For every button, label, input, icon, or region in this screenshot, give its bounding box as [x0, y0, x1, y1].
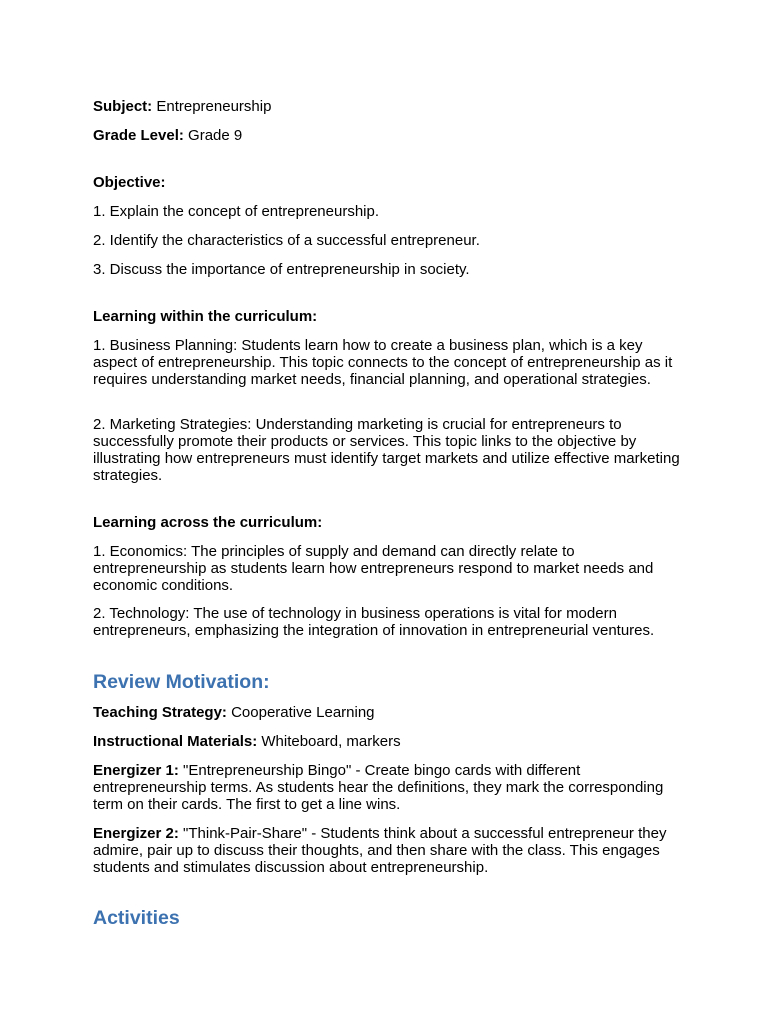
objective-item-1: 1. Explain the concept of entrepreneurship.	[93, 203, 380, 220]
teaching-strategy-label: Teaching Strategy:	[93, 704, 227, 721]
subject-line	[93, 98, 683, 115]
energizer-1-label: Energizer 1:	[93, 762, 179, 779]
energizer-2-label: Energizer 2:	[93, 825, 179, 842]
teaching-strategy-value: Cooperative Learning	[231, 704, 375, 721]
energizer-1	[93, 762, 683, 813]
subject-value: Entrepreneurship	[156, 98, 272, 115]
instructional-materials-label: Instructional Materials:	[93, 733, 258, 750]
instructional-materials-line	[93, 733, 683, 750]
learning-across-heading: Learning across the curriculum:	[93, 514, 323, 531]
subject-label: Subject:	[93, 98, 153, 115]
teaching-strategy-line	[93, 704, 683, 721]
grade-level-value: Grade 9	[188, 127, 243, 144]
learning-within-heading: Learning within the curriculum:	[93, 308, 318, 325]
objective-item-3: 3. Discuss the importance of entrepreneurship in society.	[93, 261, 470, 278]
learning-across-item-1: 1. Economics: The principles of supply and demand can directly relate to entrepreneurship as students learn how entrepreneurs respond to market needs and economic conditions.	[93, 543, 654, 594]
learning-across-item-2: 2. Technology: The use of technology in business operations is vital for modern entrepreneurs, emphasizing the integration of innovation in entrepreneurial ventures.	[93, 605, 655, 639]
learning-within-item-2: 2. Marketing Strategies: Understanding marketing is crucial for entrepreneurs to successfully promote their products or services. This topic links to the objective by illustrating how entrepreneurs must identify target markets and utilize effective marketing strategies.	[93, 416, 680, 484]
learning-within-item-1: 1. Business Planning: Students learn how to create a business plan, which is a key aspect of entrepreneurship. This topic connects to the concept of entrepreneurship as it requires understanding market needs, financial planning, and operational strategies.	[93, 337, 673, 388]
review-motivation-heading: Review Motivation:	[93, 671, 270, 693]
objective-heading: Objective:	[93, 174, 166, 191]
activities-heading: Activities	[93, 907, 180, 929]
energizer-2	[93, 825, 683, 876]
energizer-2-text: "Think-Pair-Share" - Students think about a successful entrepreneur they admire, pair up to discuss their thoughts, and then share with the class. This engages students and stimulates discussion about entrepreneurship.	[93, 825, 667, 876]
energizer-1-text: "Entrepreneurship Bingo" - Create bingo cards with different entrepreneurship terms. As students hear the definitions, they mark the corresponding term on their cards. The first to get a line wins.	[93, 762, 664, 813]
grade-level-line	[93, 127, 683, 144]
grade-level-label: Grade Level:	[93, 127, 184, 144]
instructional-materials-value: Whiteboard, markers	[261, 733, 401, 750]
objective-item-2: 2. Identify the characteristics of a successful entrepreneur.	[93, 232, 480, 249]
